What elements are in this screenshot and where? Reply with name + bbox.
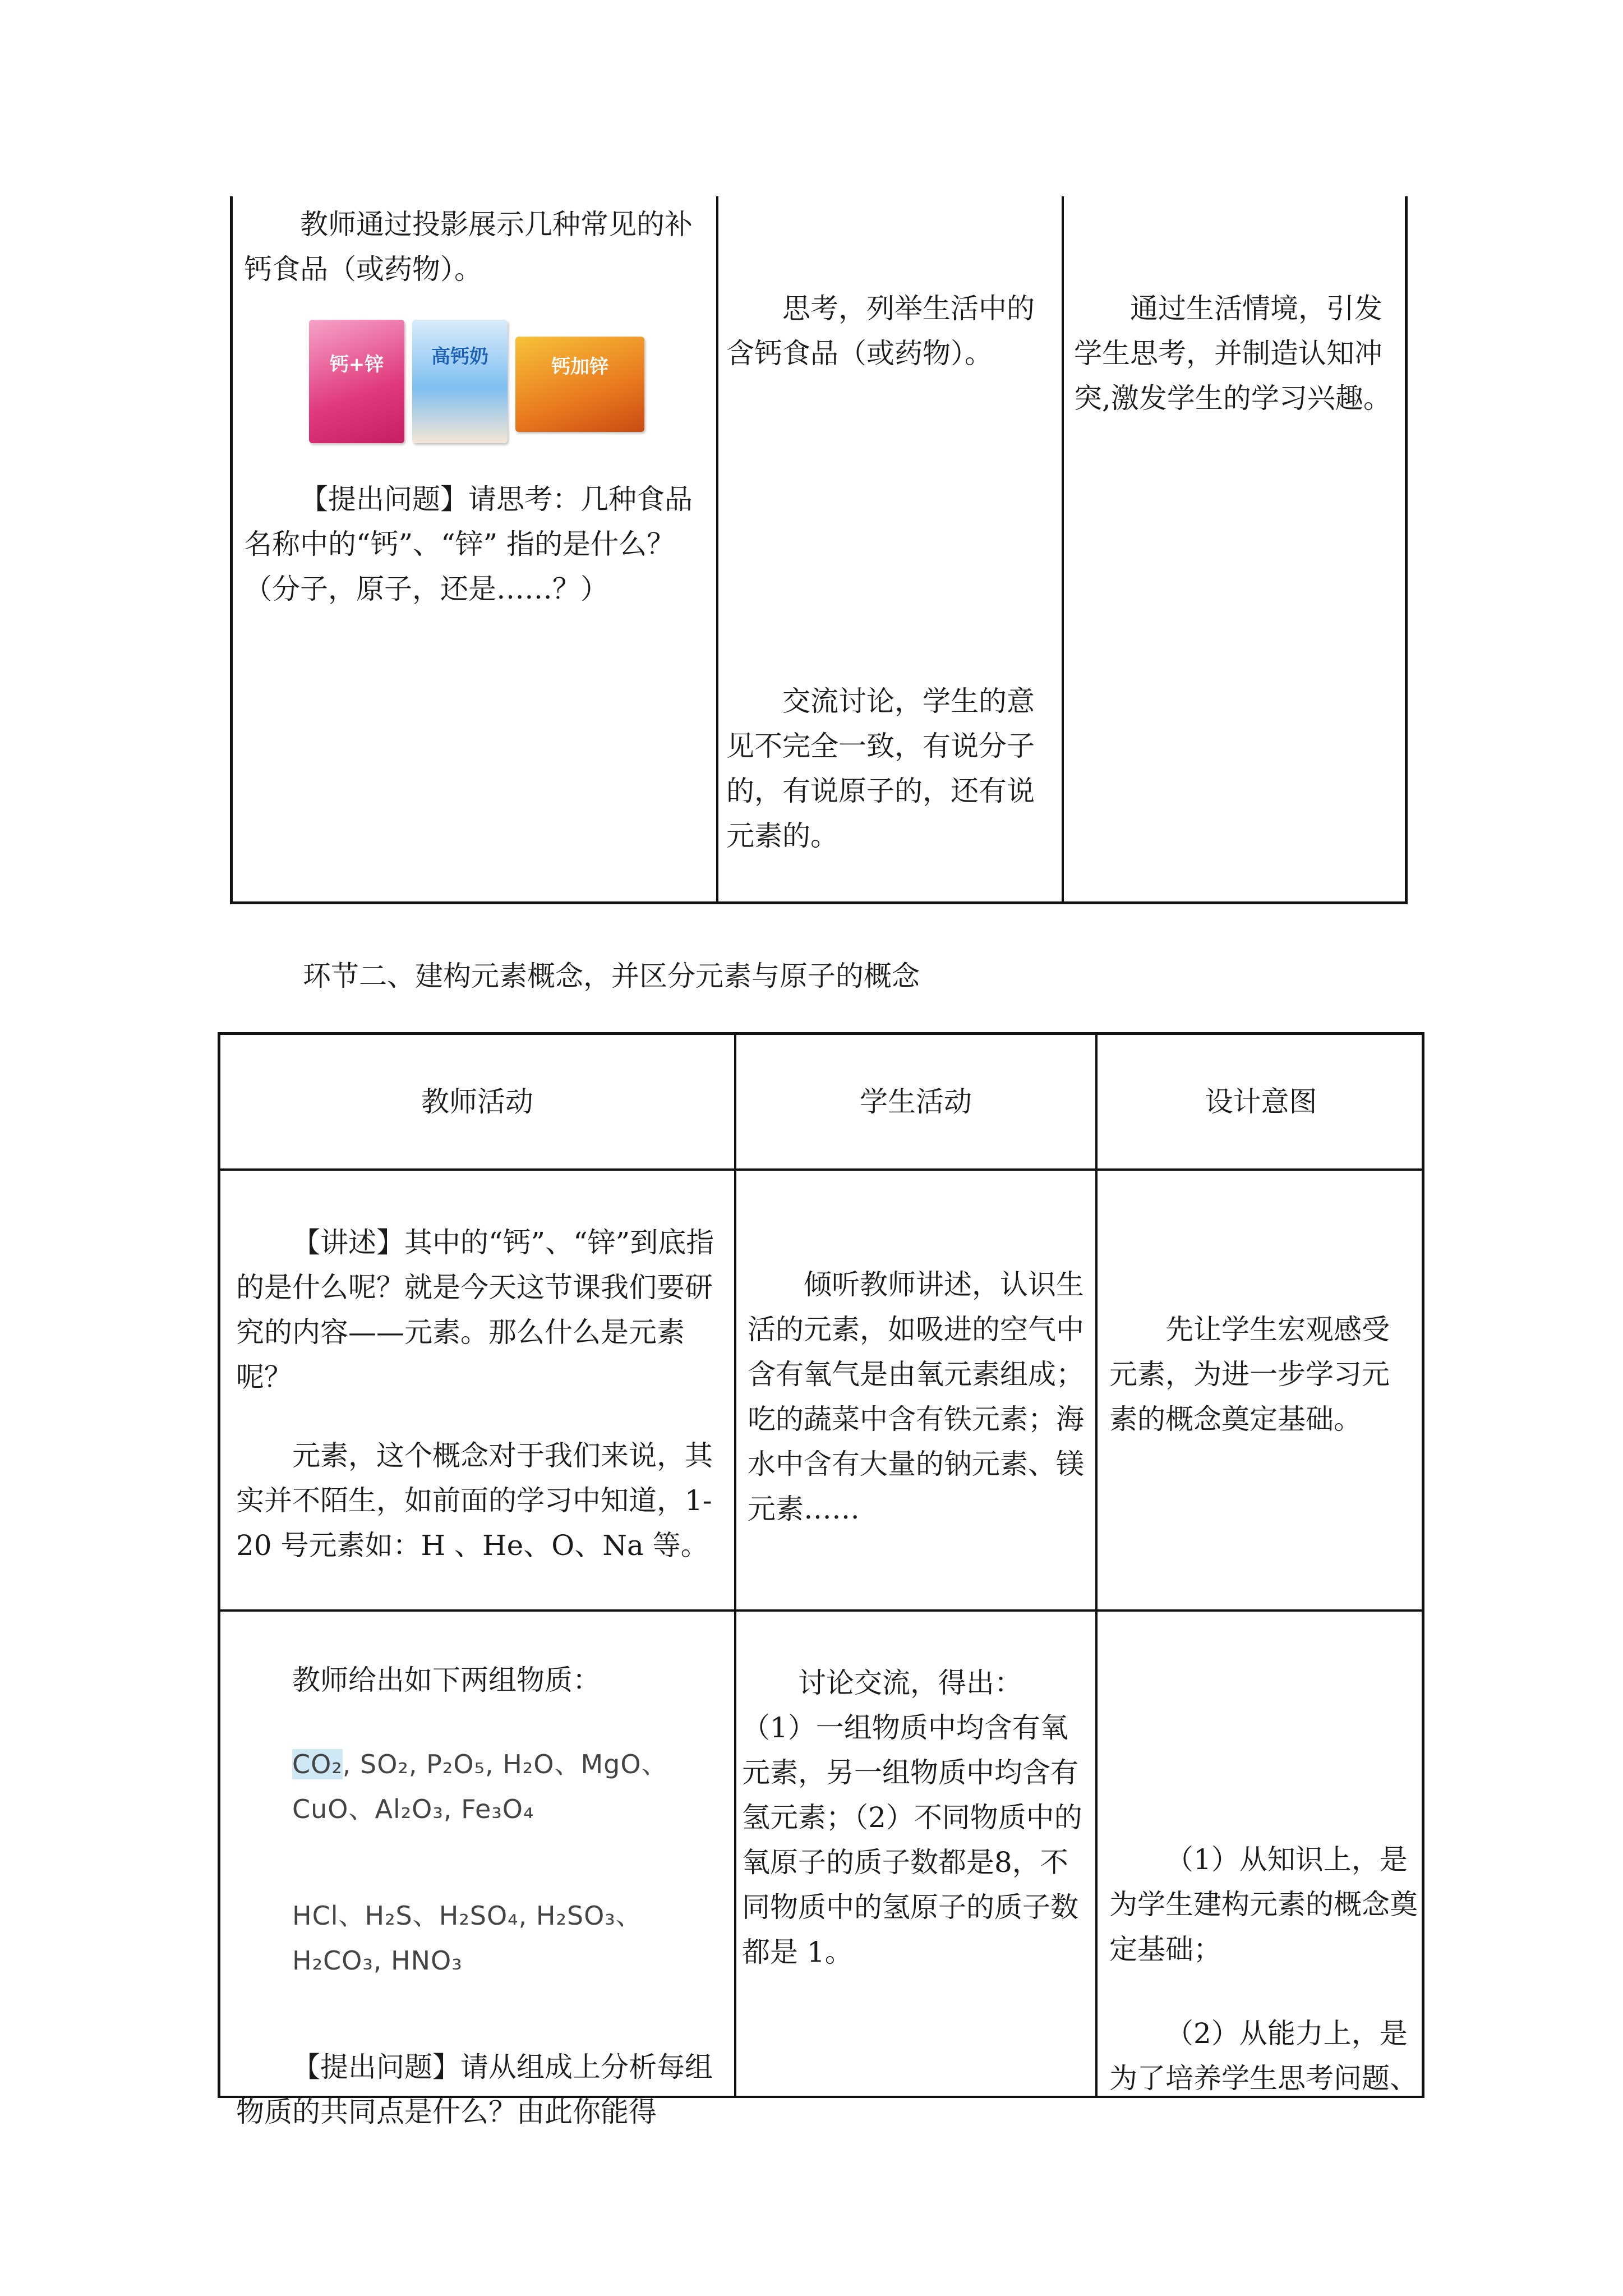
calcium-zinc-box-icon <box>309 320 404 443</box>
product-label: 高钙奶 <box>431 346 488 368</box>
product-label: 钙加锌 <box>551 356 608 378</box>
formula: SO₂ <box>360 1749 409 1779</box>
student-activity-cell <box>742 1660 1090 1975</box>
student-activity-cell-2 <box>726 679 1057 858</box>
formula: H₂SO₃ <box>536 1901 616 1931</box>
milk-box-icon <box>412 320 508 443</box>
teacher-activity-cell <box>236 1658 724 2134</box>
teacher-activity-cell <box>244 202 709 611</box>
acid-formulas: HCl、H₂S、H₂SO₄, H₂SO₃、H₂CO₃, HNO₃ <box>292 1901 642 1976</box>
design-text: （1）从知识上，是为学生建构元素的概念奠定基础； <box>1109 1843 1418 1966</box>
column-divider <box>1095 1035 1098 2098</box>
row-divider <box>220 1168 1422 1171</box>
student-activity-cell <box>726 286 1057 376</box>
formula: HCl <box>292 1901 339 1931</box>
design-text: 通过生活情境，引发学生思考，并制造认知冲突,激发学生的学习兴趣。 <box>1074 292 1391 415</box>
formula: H₂CO₃ <box>292 1945 374 1976</box>
design-intent-cell <box>1074 286 1399 421</box>
formula: CuO <box>292 1794 349 1824</box>
teacher-text: 元素，这个概念对于我们来说，其实并不陌生，如前面的学习中知道，1-20 号元素如：H 、He、O、Na 等。 <box>236 1439 713 1562</box>
section-title: 环节二、建构元素概念，并区分元素与原子的概念 <box>303 960 920 992</box>
element-concept-table <box>218 1032 1424 2128</box>
student-text: 思考，列举生活中的含钙食品（或药物）。 <box>726 292 1035 370</box>
oral-liquid-box-icon <box>515 337 644 432</box>
formula: Fe₃O₄ <box>461 1794 534 1824</box>
formula: P₂O₅ <box>426 1749 485 1779</box>
student-text: （1）一组物质中均含有氧元素，另一组物质中均含有氢元素；（2）不同物质中的氧原子的质子数都是8，不同物质中的氢原子的质子数都是 1。 <box>742 1711 1082 1968</box>
product-images <box>244 320 709 443</box>
formula: H₂O <box>502 1749 555 1779</box>
design-text: （2）从能力上，是为了培养学生思考问题、 <box>1109 2017 1418 2095</box>
intro-table <box>230 196 1408 904</box>
design-intent-cell <box>1109 1307 1415 1442</box>
formula: H₂SO₄ <box>439 1901 519 1931</box>
student-text: 倾听教师讲述，认识生活的元素，如吸进的空气中含有氧气是由氧元素组成；吃的蔬菜中含有铁元素；海水中含有大量的钠元素、镁元素…… <box>748 1268 1084 1525</box>
formula: Al₂O₃ <box>375 1794 444 1824</box>
question-text: 【提出问题】请思考：几种食品名称中的“钙”、“锌” 指的是什么？（分子，原子，还是……？） <box>244 483 693 605</box>
header-design-intent: 设计意图 <box>1205 1085 1317 1118</box>
oxide-formulas: CO₂, SO₂, P₂O₅, H₂O、MgO、CuO、Al₂O₃, Fe₃O₄ <box>292 1749 668 1824</box>
formula: MgO <box>580 1749 642 1779</box>
teacher-text: 【讲述】其中的“钙”、“锌”到底指的是什么呢？就是今天这节课我们要研究的内容——元素。那么什么是元素呢？ <box>236 1226 714 1393</box>
design-intent-cell <box>1109 1837 1421 2101</box>
question-text: 【提出问题】请从组成上分析每组物质的共同点是什么？由此你能得 <box>236 2051 713 2128</box>
student-text: 讨论交流，得出： <box>798 1667 1022 1699</box>
teacher-activity-cell <box>236 1220 724 1568</box>
column-divider <box>734 1035 736 2098</box>
formula: H₂S <box>365 1901 413 1931</box>
student-activity-cell <box>748 1262 1084 1531</box>
formula: CO₂ <box>292 1749 343 1779</box>
formula: HNO₃ <box>391 1945 463 1976</box>
teacher-text: 教师通过投影展示几种常见的补钙食品（或药物）。 <box>244 208 693 286</box>
product-label: 钙+锌 <box>329 353 384 376</box>
header-student-activity: 学生活动 <box>860 1085 972 1118</box>
header-teacher-activity: 教师活动 <box>421 1085 533 1118</box>
column-divider <box>1062 196 1064 901</box>
design-text: 先让学生宏观感受元素，为进一步学习元素的概念奠定基础。 <box>1109 1313 1390 1435</box>
teacher-text: 教师给出如下两组物质： <box>292 1664 601 1696</box>
column-divider <box>716 196 718 901</box>
row-divider <box>220 1609 1422 1612</box>
student-text: 交流讨论，学生的意见不完全一致，有说分子的，有说原子的，还有说元素的。 <box>726 685 1035 852</box>
